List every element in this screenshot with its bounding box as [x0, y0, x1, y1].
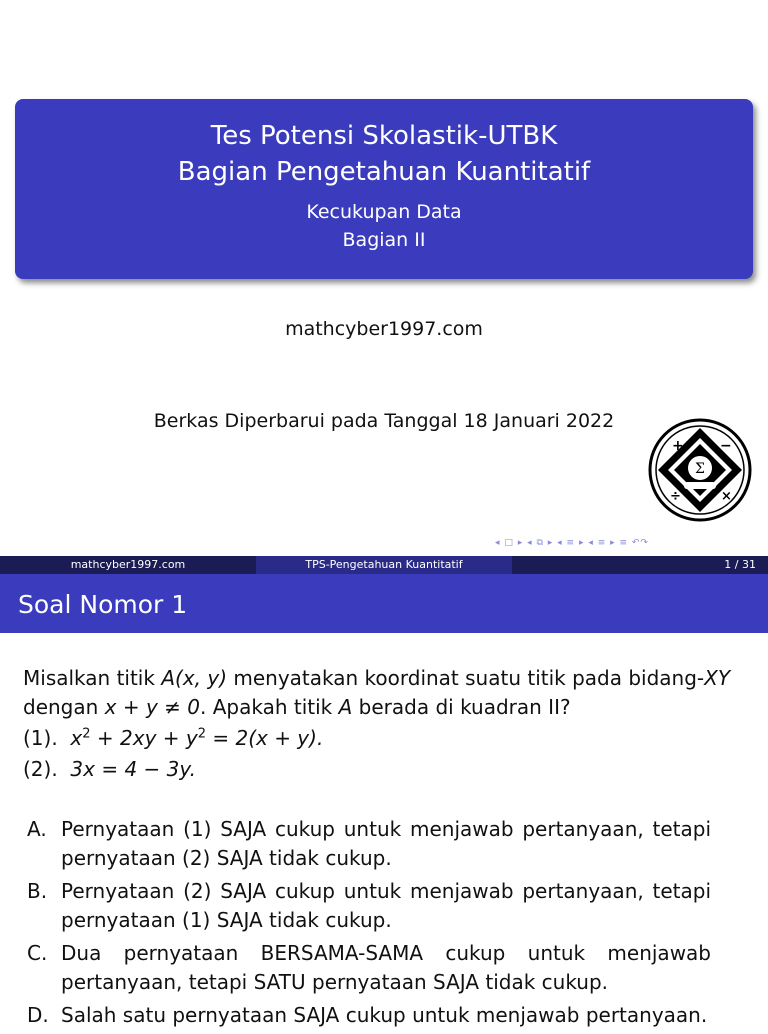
option-text: Dua pernyataan BERSAMA-SAMA cukup untuk menjawab pertanyaan, tetapi SATU pernyataan SAJA tidak cukup. [61, 941, 711, 994]
svg-text:÷: ÷ [670, 489, 681, 504]
footer-bar [0, 556, 768, 574]
option-letter: A. [27, 817, 47, 841]
statement-2: (2). 3x = 4 − 3y. [23, 757, 197, 781]
answer-options [27, 815, 711, 1034]
author: mathcyber1997.com [285, 318, 483, 340]
statement-1: (1). $x^2 + 2xy + y^2 = 2(x + y)$. [23, 726, 324, 750]
navigation-symbols[interactable]: ◂ □ ▸ ◂ ⧉ ▸ ◂ ≡ ▸ ◂ ≡ ▸ ≡ ↶↷ [495, 538, 649, 548]
option-b[interactable] [27, 877, 711, 935]
title-line-2: Bagian Pengetahuan Kuantitatif [177, 157, 591, 187]
svg-text:×: × [721, 489, 732, 504]
question-text: Misalkan titik A(x, y) menyatakan koordinat suatu titik pada bidang-XY dengan x + y ≠ 0. Apakah titik A berada di kuadran II? [23, 666, 731, 719]
subtitle-line-1: Kecukupan Data [306, 201, 462, 223]
mathcyber-logo [648, 418, 752, 522]
frame-title: Soal Nomor 1 [18, 590, 188, 619]
svg-text:Σ: Σ [695, 461, 705, 477]
footer-page [512, 556, 768, 574]
option-letter: B. [27, 879, 48, 903]
option-letter: C. [27, 941, 48, 965]
footer-author: mathcyber1997.com [0, 556, 256, 574]
option-letter: D. [27, 1003, 49, 1027]
title-line-1: Tes Potensi Skolastik-UTBK [210, 121, 558, 151]
frame-title-bar [0, 574, 768, 633]
option-text: Pernyataan (1) SAJA cukup untuk menjawab pertanyaan, tetapi pernyataan (2) SAJA tidak cukup. [61, 817, 711, 870]
option-text: Salah satu pernyataan SAJA cukup untuk menjawab pertanyaan. [61, 1003, 708, 1027]
option-d[interactable] [27, 1001, 711, 1030]
title-box [15, 99, 753, 279]
option-c[interactable] [27, 939, 711, 997]
option-text: Pernyataan (2) SAJA cukup untuk menjawab pertanyaan, tetapi pernyataan (1) SAJA tidak cukup. [61, 879, 711, 932]
page-number: 1 / 31 [724, 558, 756, 571]
date: Berkas Diperbarui pada Tanggal 18 Januari 2022 [153, 410, 615, 432]
svg-text:−: − [720, 438, 732, 454]
subtitle-line-2: Bagian II [342, 229, 426, 251]
footer-title: TPS-Pengetahuan Kuantitatif [256, 556, 512, 574]
svg-text:+: + [672, 438, 684, 454]
question [23, 664, 749, 784]
option-a[interactable] [27, 815, 711, 873]
